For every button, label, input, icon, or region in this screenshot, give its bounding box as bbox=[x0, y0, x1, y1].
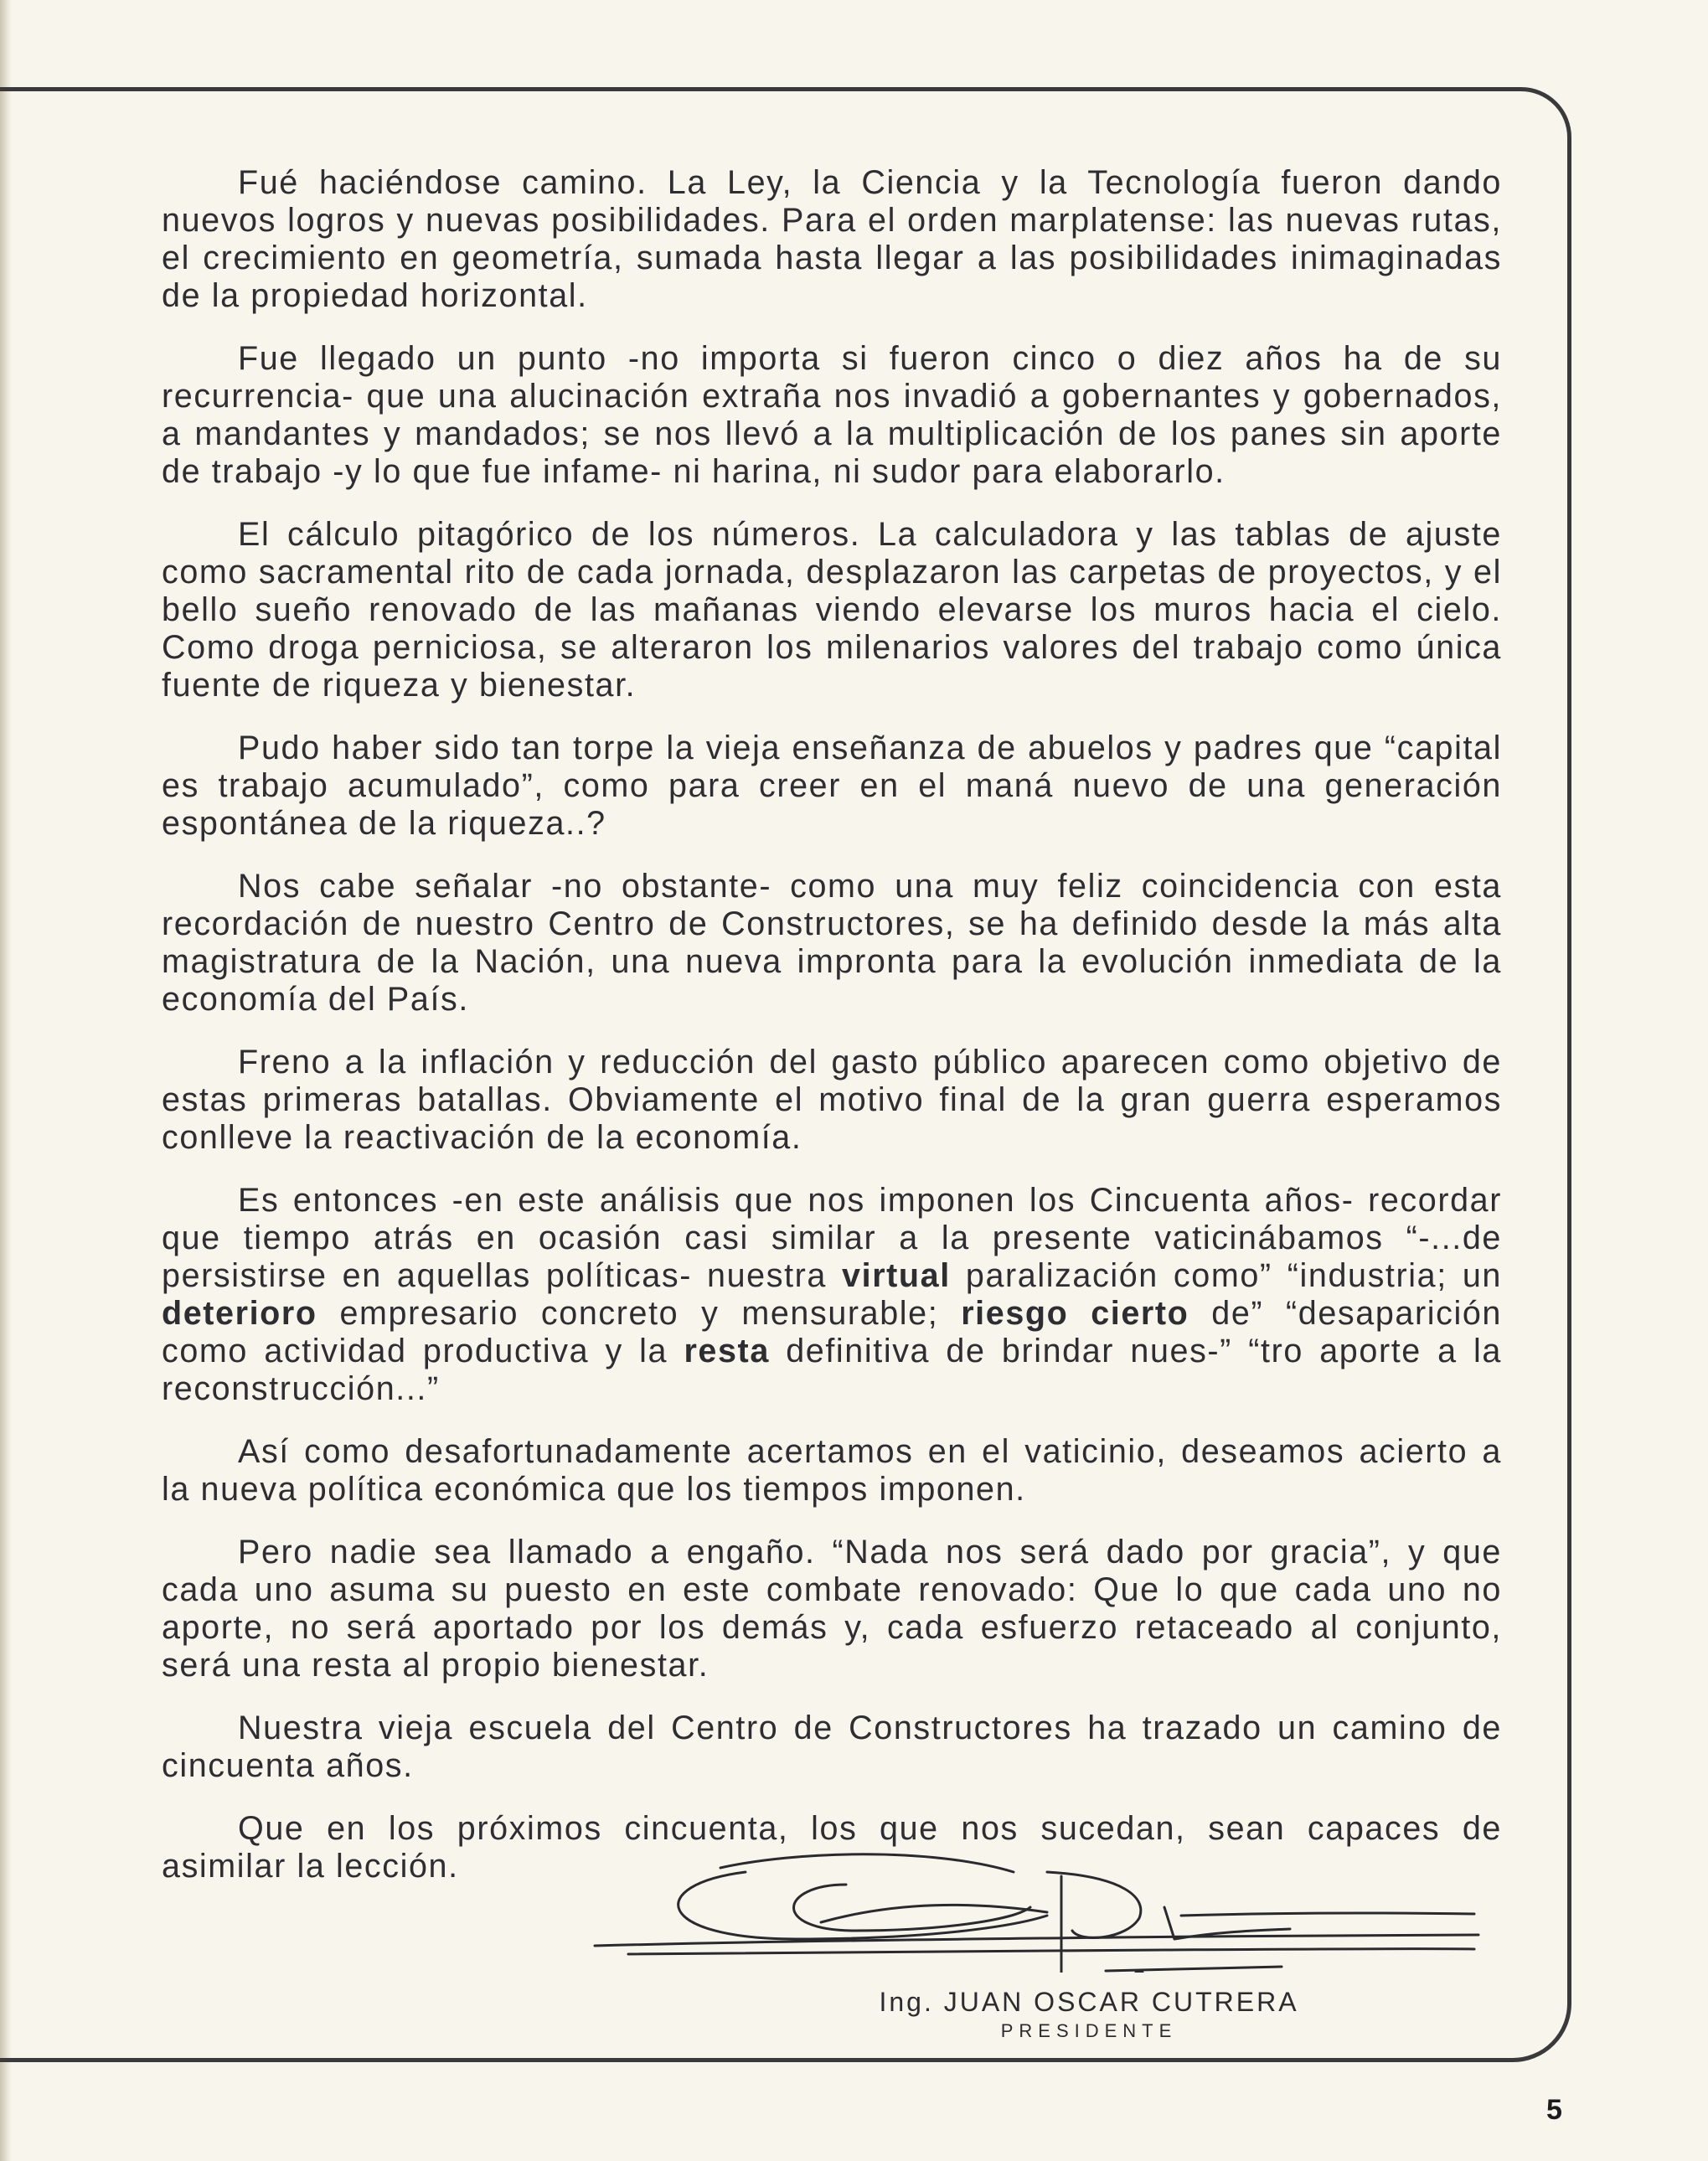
paragraph: Pudo haber sido tan torpe la vieja enseñanza de abuelos y padres que “capital es trabajo acumulado”, como para creer en el maná nuevo de una generación espontánea de la riqueza..? bbox=[162, 730, 1502, 842]
signer-block bbox=[854, 1985, 1324, 2044]
paragraph: El cálculo pitagórico de los números. La calculadora y las tablas de ajuste como sacramental rito de cada jornada, desplazaron las carpetas de proyectos, y el bello sueño renovado de las mañanas viendo elevarse los muros hacia el cielo. Como droga perniciosa, se alteraron los milenarios valores del trabajo como única fuente de riqueza y bienestar. bbox=[162, 516, 1502, 704]
signer-name: Ing. JUAN OSCAR CUTRERA bbox=[879, 1987, 1299, 2017]
paragraph: Nuestra vieja escuela del Centro de Constructores ha trazado un camino de cincuenta años. bbox=[162, 1710, 1502, 1784]
paragraph: Fue llegado un punto -no importa si fueron cinco o diez años ha de su recurrencia- que una alucinación extraña nos invadió a gobernantes y gobernados, a mandantes y mandados; se nos llevó a la multiplicación de los panes sin aporte de trabajo -y lo que fue infame- ni harina, ni sudor para elaborarlo. bbox=[162, 340, 1502, 490]
quote-paragraph bbox=[162, 1182, 1502, 1408]
paragraph: Fué haciéndose camino. La Ley, la Ciencia y la Tecnología fueron dando nuevos logros y nuevas posibilidades. Para el orden marplatense: las nuevas rutas, el crecimiento en geometría, sumada hasta llegar a las posibilidades inimaginadas de la propiedad horizontal. bbox=[162, 164, 1502, 314]
quote-text: Es entonces -en este análisis que nos imponen los Cincuenta años- recordar que tiempo atrás en ocasión casi similar a la presente vaticinábamos “-...de persistirse en aquellas políticas- nuestra bbox=[162, 1182, 1502, 1294]
emphasis-deterioro: deterioro bbox=[162, 1295, 317, 1332]
letter-body bbox=[162, 164, 1502, 1911]
quote-text: empresario concreto y mensurable; bbox=[317, 1295, 962, 1332]
signer-title: PRESIDENTE bbox=[1000, 2020, 1178, 2041]
emphasis-riesgo-cierto: riesgo cierto bbox=[961, 1295, 1189, 1332]
paragraph: Que en los próximos cincuenta, los que nos sucedan, sean capaces de asimilar la lección. bbox=[162, 1810, 1502, 1885]
paragraph: Así como desafortunadamente acertamos en el vaticinio, deseamos acierto a la nueva política económica que los tiempos imponen. bbox=[162, 1433, 1502, 1508]
emphasis-virtual: virtual bbox=[842, 1257, 951, 1294]
quote-text: definitiva de brindar nues-” “tro aporte a la reconstrucción...” bbox=[162, 1333, 1502, 1407]
quote-text: paralización como” “industria; un bbox=[950, 1257, 1502, 1294]
emphasis-resta: resta bbox=[684, 1333, 770, 1369]
page-number: 5 bbox=[1546, 2094, 1562, 2126]
quote-text: de” “desaparición como actividad productiva y la bbox=[162, 1295, 1502, 1369]
paragraph: Nos cabe señalar -no obstante- como una muy feliz coincidencia con esta recordación de nuestro Centro de Constructores, se ha definido desde la más alta magistratura de la Nación, una nueva impronta para la evolución inmediata de la economía del País. bbox=[162, 868, 1502, 1018]
paragraph: Pero nadie sea llamado a engaño. “Nada nos será dado por gracia”, y que cada uno asuma su puesto en este combate renovado: Que lo que cada uno no aporte, no será aportado por los demás y, cada esfuerzo retaceado al conjunto, será una resta al propio bienestar. bbox=[162, 1534, 1502, 1684]
paragraph: Freno a la inflación y reducción del gasto público aparecen como objetivo de estas primeras batallas. Obviamente el motivo final de la gran guerra esperamos conlleve la reactivación de la economía. bbox=[162, 1044, 1502, 1156]
handwritten-signature bbox=[578, 1847, 1483, 1973]
